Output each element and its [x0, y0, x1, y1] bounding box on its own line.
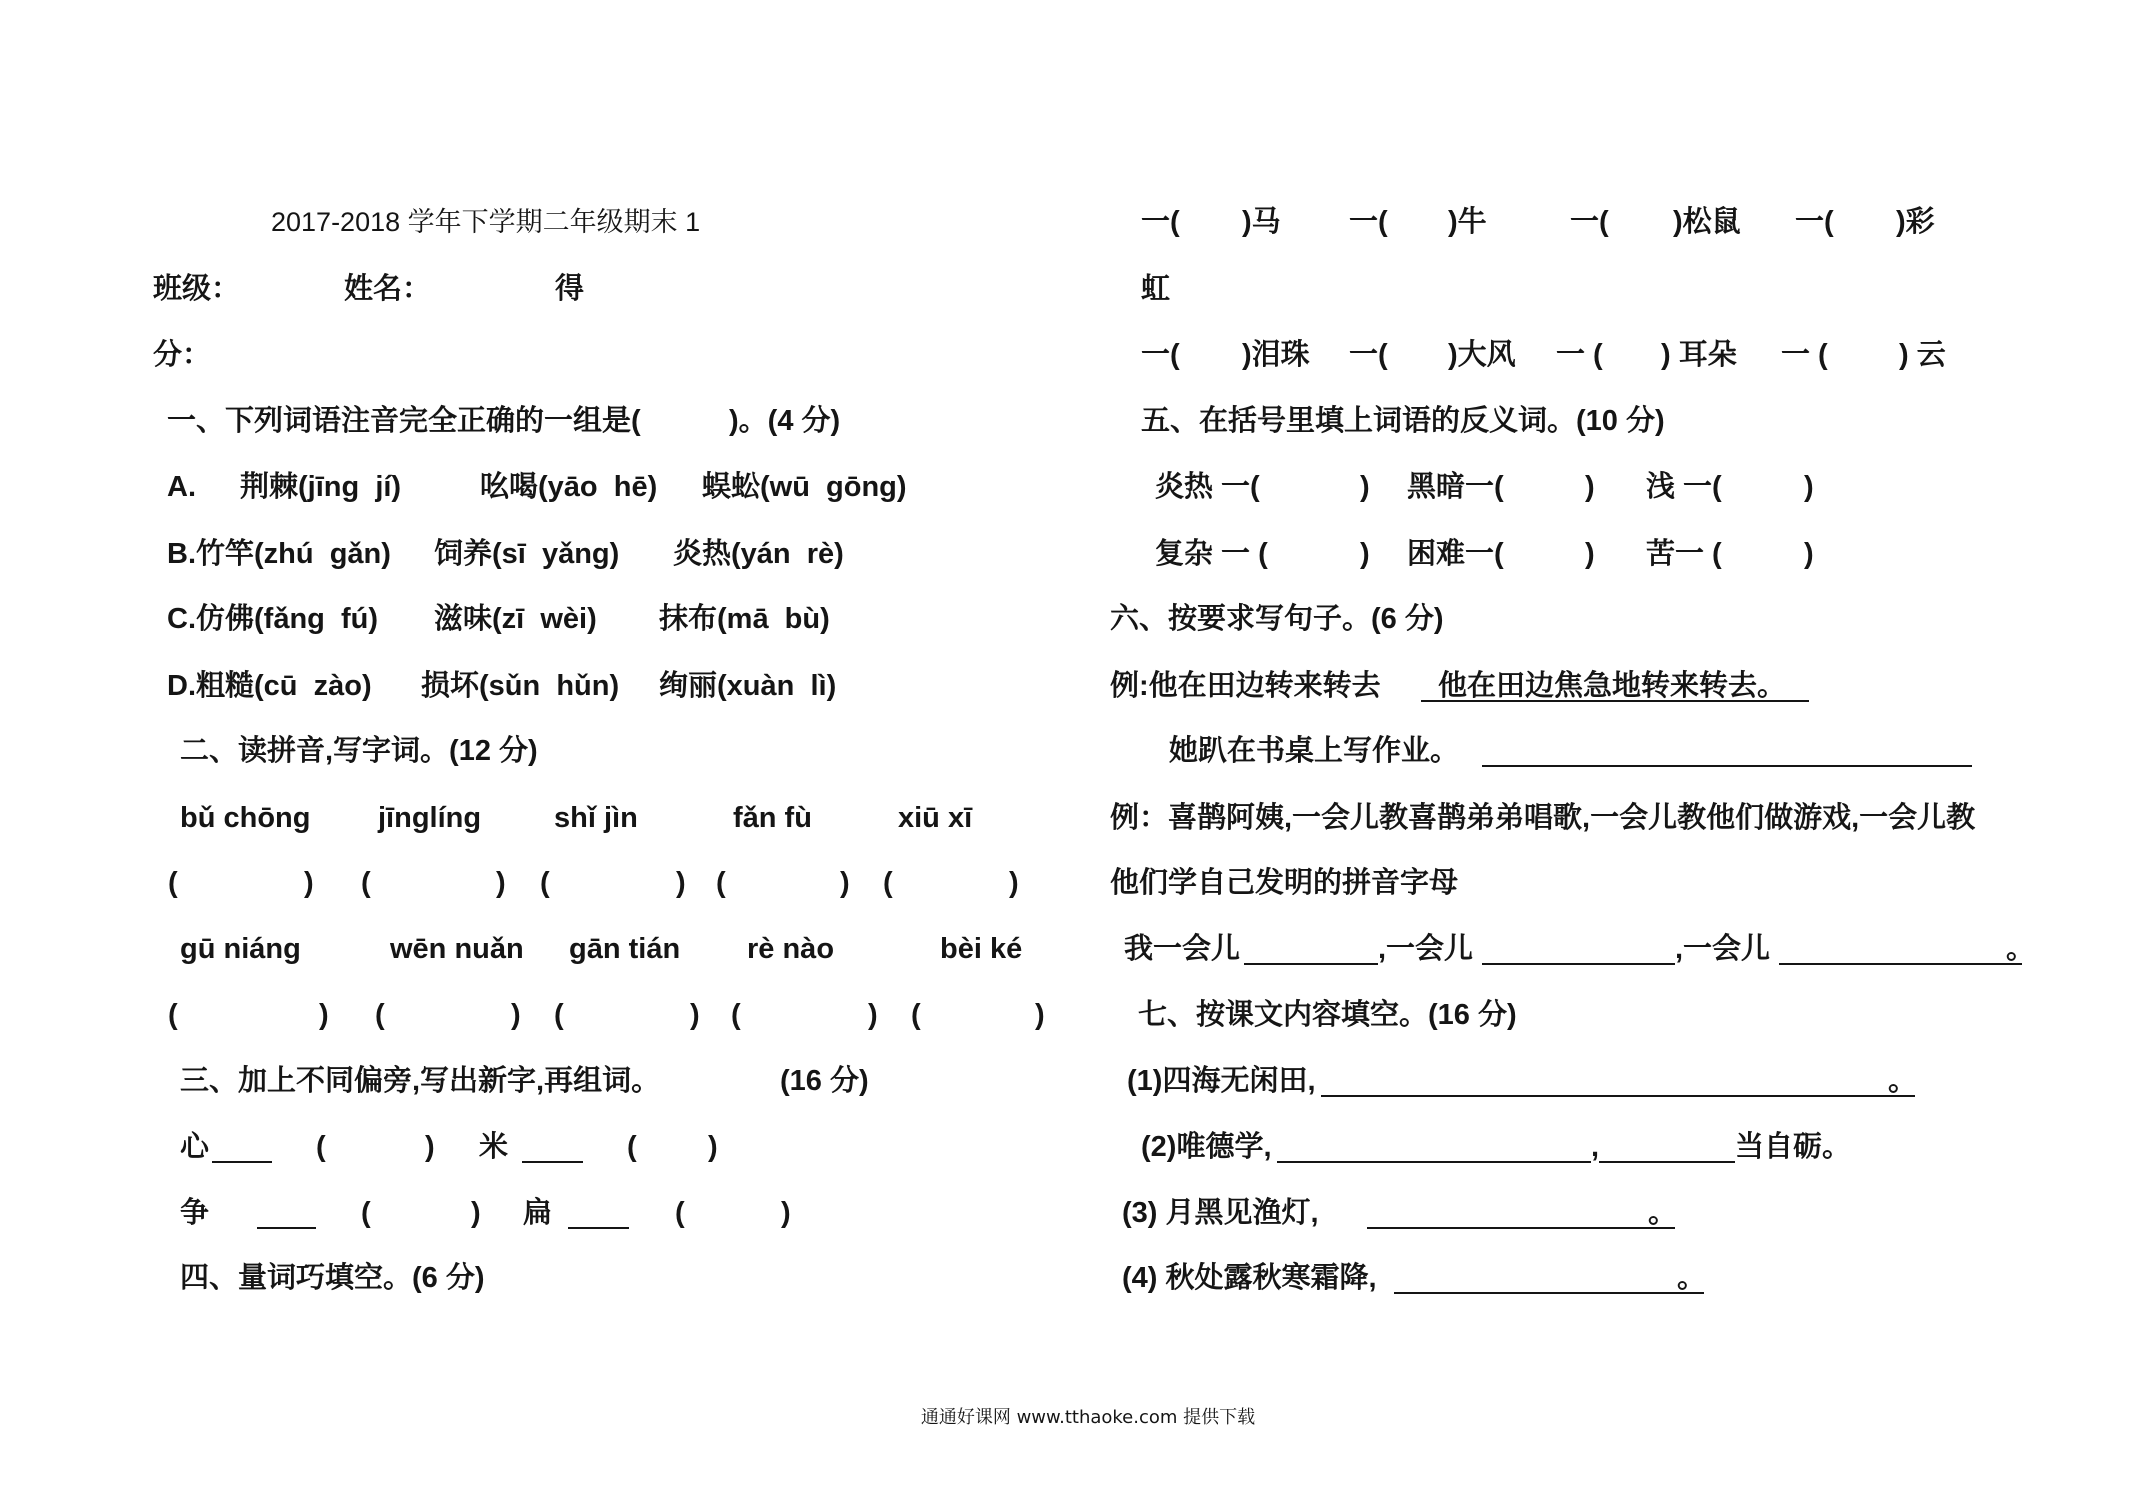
q4-measure-prefix: 一( [1570, 206, 1609, 238]
answer-bracket-close: ) [708, 1131, 718, 1163]
q2-heading: 二、读拼音,写字词。(12 分) [180, 735, 538, 767]
pinyin-item: jīnglíng [378, 802, 482, 834]
q7-item-text: (2)唯德学, [1141, 1131, 1272, 1163]
q5-word-prompt: 复杂 一 ( [1155, 538, 1268, 570]
q4-measure-prefix: 一 ( [1556, 339, 1603, 371]
q7-item-text: (1)四海无闲田, [1127, 1065, 1316, 1097]
pinyin-item: bǔ chōng [180, 802, 311, 834]
doc-line [0, 670, 2144, 702]
q1-option-word: 荆棘(jīng jí) [240, 471, 402, 503]
q4-measure-noun: )马 [1242, 206, 1281, 238]
q4-measure-noun: )松鼠 [1673, 206, 1741, 238]
answer-blank-line [1394, 1262, 1707, 1294]
answer-bracket-close: ) [511, 999, 521, 1031]
q5-word-prompt: 黑暗一( [1407, 471, 1504, 503]
q6-example-paragraph: 他们学自己发明的拼音字母 [1110, 867, 1459, 899]
pinyin-item: shǐ jìn [554, 802, 638, 834]
q4-measure-prefix: 一( [1795, 206, 1834, 238]
q4-measure-noun: )大风 [1448, 339, 1516, 371]
q3-base-char: 心 [180, 1131, 210, 1163]
q1-heading: 一、下列词语注音完全正确的一组是( [167, 405, 641, 437]
answer-bracket-close: ) [1360, 538, 1370, 570]
answer-bracket-close: ) [425, 1131, 435, 1163]
answer-bracket-close: ) [1585, 538, 1595, 570]
answer-blank-line [522, 1131, 583, 1163]
q3-base-char: 米 [479, 1131, 509, 1163]
doc-line [0, 735, 2144, 767]
answer-bracket-close: ) [1035, 999, 1045, 1031]
q6-example-paragraph: 例：喜鹊阿姨,一会儿教喜鹊弟弟唱歌,一会儿教他们做游戏,一会儿教 [1110, 802, 1976, 834]
answer-bracket-open: ( [316, 1131, 326, 1163]
q4-measure-prefix: 一 ( [1781, 339, 1828, 371]
doc-line [0, 339, 2144, 371]
q6-prompt-sentence: 她趴在书桌上写作业。 [1169, 735, 1460, 767]
q6-example-sentence: 例:他在田边转来转去 [1110, 670, 1381, 702]
q4-measure-prefix: 一( [1141, 206, 1180, 238]
q6-prompt-period: 。 [2006, 933, 2036, 965]
answer-bracket-open: ( [168, 867, 178, 899]
doc-title: 2017-2018 学年下学期二年级期末 1 [271, 207, 701, 237]
q1-option-word: 绚丽(xuàn lì) [659, 670, 837, 702]
answer-bracket-close: ) [840, 867, 850, 899]
q4-measure-noun: )泪珠 [1242, 339, 1310, 371]
q5-heading: 五、在括号里填上词语的反义词。(10 分) [1141, 405, 1665, 437]
answer-bracket-close: ) [781, 1197, 791, 1229]
score-label: 得 [555, 273, 585, 305]
q4-measure-noun: )彩 [1896, 206, 1935, 238]
q3-heading: 三、加上不同偏旁,写出新字,再组词。 [180, 1065, 661, 1097]
q4-measure-prefix: 一( [1141, 339, 1180, 371]
answer-blank-line [1244, 933, 1378, 965]
answer-bracket-close: ) [1585, 471, 1595, 503]
pinyin-item: gū niáng [180, 933, 301, 965]
name-label: 姓名： [344, 273, 432, 305]
answer-blank-line [1482, 735, 1972, 767]
answer-bracket-close: ) [1804, 471, 1814, 503]
q6-example-answer: 他在田边焦急地转来转去。 [1438, 670, 1787, 702]
answer-blank-line [1779, 933, 2022, 965]
answer-bracket-open: ( [716, 867, 726, 899]
doc-line [0, 471, 2144, 503]
q5-word-prompt: 炎热 一( [1155, 471, 1260, 503]
answer-bracket-open: ( [168, 999, 178, 1031]
q4-measure-noun-cont: 虹 [1141, 273, 1171, 305]
q7-item-text: (4) 秋处露秋寒霜降, [1122, 1262, 1377, 1294]
answer-bracket-open: ( [540, 867, 550, 899]
q5-word-prompt: 苦一 ( [1646, 538, 1722, 570]
answer-bracket-open: ( [375, 999, 385, 1031]
q1-option-word: 蜈蚣(wū gōng) [702, 471, 907, 503]
q6-heading: 六、按要求写句子。(6 分) [1110, 603, 1444, 635]
q3-base-char: 扁 [523, 1197, 553, 1229]
answer-bracket-open: ( [627, 1131, 637, 1163]
answer-bracket-close: ) [496, 867, 506, 899]
q4-measure-noun: ) 耳朵 [1661, 339, 1737, 371]
doc-line [0, 1197, 2144, 1229]
pinyin-item: gān tián [569, 933, 681, 965]
q7-heading: 七、按课文内容填空。(16 分) [1138, 999, 1517, 1031]
answer-blank-line [1599, 1131, 1735, 1163]
doc-line [0, 867, 2144, 899]
q6-prompt-fragment: ,一会儿 [1378, 933, 1474, 965]
q4-measure-prefix: 一( [1349, 206, 1388, 238]
doc-line [0, 538, 2144, 570]
q5-word-prompt: 浅 一( [1646, 471, 1722, 503]
q1-option-word: B.竹竿(zhú gǎn) [167, 538, 391, 570]
q1-option-word: 吆喝(yāo hē) [480, 471, 658, 503]
q1-option-word: 抹布(mā bù) [659, 603, 830, 635]
answer-bracket-close: ) [471, 1197, 481, 1229]
q6-prompt-fragment: ,一会儿 [1675, 933, 1771, 965]
q7-item-text: (3) 月黑见渔灯, [1122, 1197, 1319, 1229]
answer-bracket-close: ) [1804, 538, 1814, 570]
q6-prompt-fragment: 我一会儿 [1124, 933, 1241, 965]
answer-bracket-open: ( [361, 867, 371, 899]
doc-line [0, 1131, 2144, 1163]
answer-bracket-open: ( [731, 999, 741, 1031]
q1-option-word: C.仿佛(fǎng fú) [167, 603, 379, 635]
pinyin-item: xiū xī [898, 802, 973, 834]
answer-bracket-open: ( [675, 1197, 685, 1229]
q7-item-period: 。 [1648, 1197, 1678, 1229]
q3-points: (16 分) [780, 1065, 869, 1097]
doc-line [0, 1262, 2144, 1294]
q1-option-word: 滋味(zī wèi) [434, 603, 597, 635]
answer-blank-line [1482, 933, 1675, 965]
q3-base-char: 争 [180, 1197, 210, 1229]
doc-line [0, 206, 2144, 238]
q1-option-label: A. [167, 471, 196, 503]
pinyin-item: bèi ké [940, 933, 1023, 965]
pinyin-item: rè nào [747, 933, 835, 965]
footer-credit: 通通好课网 www.tthaoke.com 提供下载 [920, 1407, 1256, 1428]
answer-blank-line [257, 1197, 316, 1229]
q7-item-period: 。 [1888, 1065, 1918, 1097]
doc-line [0, 405, 2144, 437]
answer-bracket-close: ) [676, 867, 686, 899]
q7-item-comma: , [1591, 1131, 1600, 1163]
answer-bracket-close: ) [319, 999, 329, 1031]
answer-bracket-close: ) [1360, 471, 1370, 503]
answer-bracket-open: ( [883, 867, 893, 899]
answer-bracket-open: ( [554, 999, 564, 1031]
answer-blank-line [1367, 1197, 1678, 1229]
doc-line [0, 1065, 2144, 1097]
answer-bracket-open: ( [361, 1197, 371, 1229]
pinyin-item: fǎn fù [733, 802, 812, 834]
class-label: 班级： [153, 273, 241, 305]
answer-blank-line [1277, 1131, 1591, 1163]
q4-heading: 四、量词巧填空。(6 分) [180, 1262, 485, 1294]
q1-option-word: D.粗糙(cū zào) [167, 670, 372, 702]
q1-option-word: 损坏(sǔn hǔn) [421, 670, 620, 702]
score-label-cont: 分： [153, 339, 212, 371]
answer-bracket-close: ) [690, 999, 700, 1031]
q4-measure-noun: )牛 [1448, 206, 1487, 238]
q7-item-text: 当自砺。 [1735, 1131, 1852, 1163]
doc-line [0, 933, 2144, 965]
q1-option-word: 炎热(yán rè) [673, 538, 844, 570]
q1-heading-tail: )。(4 分) [729, 405, 841, 437]
doc-line [0, 273, 2144, 305]
q5-word-prompt: 困难一( [1407, 538, 1504, 570]
answer-blank-line [1321, 1065, 1918, 1097]
answer-bracket-open: ( [911, 999, 921, 1031]
pinyin-item: wēn nuǎn [390, 933, 524, 965]
answer-blank-line [568, 1197, 629, 1229]
answer-bracket-close: ) [304, 867, 314, 899]
doc-line [0, 802, 2144, 834]
q4-measure-noun: ) 云 [1899, 339, 1946, 371]
doc-line [0, 603, 2144, 635]
q7-item-period: 。 [1677, 1262, 1707, 1294]
answer-bracket-close: ) [868, 999, 878, 1031]
q4-measure-prefix: 一( [1349, 339, 1388, 371]
doc-line [0, 999, 2144, 1031]
answer-blank-line [212, 1131, 272, 1163]
answer-bracket-close: ) [1009, 867, 1019, 899]
q1-option-word: 饲养(sī yǎng) [434, 538, 620, 570]
